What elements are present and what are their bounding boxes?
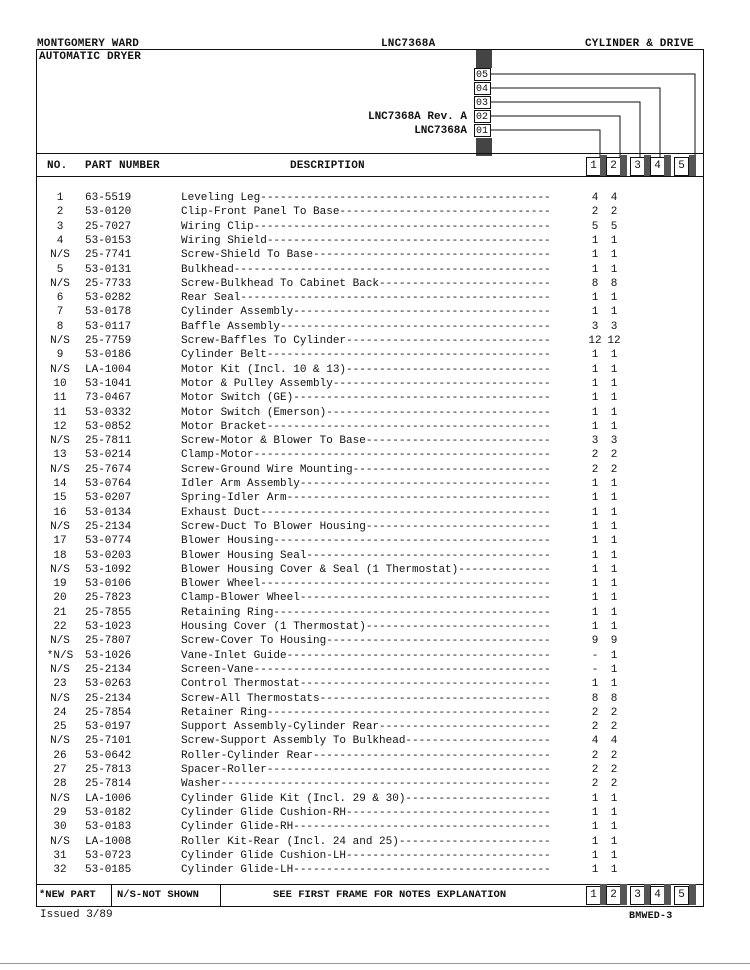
part-description: Spring-Idler Arm---------------------------------------- — [181, 492, 551, 505]
part-description: Screw-Shield To Base------------------------------------ — [181, 249, 551, 262]
part-number: 53-0282 — [85, 292, 132, 305]
part-number-index: 18 — [53, 549, 67, 562]
part-number-index: 11 — [53, 392, 67, 405]
qty-col-2: 5 — [610, 220, 618, 233]
qty-col-1: 1 — [591, 506, 599, 519]
column-header-description: DESCRIPTION — [290, 160, 365, 172]
qty-col-1: 12 — [588, 335, 602, 347]
qty-col-1: 1 — [591, 849, 599, 862]
qty-col-2: 2 — [610, 764, 618, 776]
part-number: 53-0207 — [85, 492, 132, 505]
part-number-index: 30 — [53, 821, 67, 834]
model-label: LNC7368A — [381, 38, 436, 50]
footer-qty-shade — [689, 884, 696, 905]
part-description: Blower Housing Cover & Seal (1 Thermostat)-------------- — [181, 563, 551, 576]
qty-col-1: 1 — [591, 821, 599, 834]
qty-column-shade — [664, 155, 671, 176]
part-number: 53-1026 — [85, 649, 132, 662]
part-number-index: 8 — [56, 320, 64, 333]
part-number-index: 17 — [53, 535, 67, 548]
qty-col-2: 1 — [610, 535, 618, 548]
qty-col-2: 1 — [610, 592, 618, 605]
part-number-index: 14 — [53, 478, 67, 490]
part-number-index: 2 — [56, 206, 64, 219]
part-number: LA-1006 — [85, 792, 132, 805]
footer-new-part: *NEW PART — [39, 889, 96, 901]
part-number: 25-7741 — [85, 249, 132, 262]
part-description: Screw-Motor & Blower To Base---------------------------- — [181, 435, 551, 448]
part-description: Cylinder Glide-LH--------------------------------------- — [181, 864, 551, 877]
footer-qty-column-4: 4 — [650, 886, 665, 905]
qty-col-2: 1 — [610, 377, 618, 390]
qty-col-1: 1 — [591, 592, 599, 605]
qty-col-2: 1 — [610, 806, 618, 819]
qty-col-2: 2 — [610, 206, 618, 219]
qty-col-2: 1 — [610, 363, 618, 376]
qty-col-1: 5 — [591, 220, 599, 233]
part-number-index: N/S — [50, 435, 70, 448]
part-number: 53-0203 — [85, 549, 132, 562]
part-description: Clamp-Motor--------------------------------------------- — [181, 449, 551, 462]
qty-col-1: 1 — [591, 292, 599, 305]
part-number: 53-0185 — [85, 864, 132, 877]
qty-col-2: 4 — [610, 192, 618, 204]
part-number-index: 6 — [56, 292, 64, 305]
part-number-index: 26 — [53, 749, 67, 762]
part-number-index: 27 — [53, 764, 67, 776]
footer-separator — [111, 884, 112, 906]
part-description: Cylinder Glide Cushion-RH------------------------------- — [181, 806, 551, 819]
qty-col-1: 1 — [591, 520, 599, 533]
column-header-no: NO. — [47, 160, 68, 172]
qty-col-2: 1 — [610, 506, 618, 519]
part-description: Cylinder Glide Kit (Incl. 29 & 30)---------------------- — [181, 792, 551, 805]
qty-col-2: 2 — [610, 706, 618, 719]
qty-col-1: 8 — [591, 692, 599, 705]
revision-box-01: 01 — [474, 124, 491, 137]
qty-col-2: 1 — [610, 563, 618, 576]
qty-col-2: 3 — [610, 320, 618, 333]
part-description: Spacer-Roller------------------------------------------- — [181, 764, 551, 776]
part-number: 53-0214 — [85, 449, 132, 462]
qty-col-1: 1 — [591, 478, 599, 490]
part-number-index: 7 — [56, 306, 64, 319]
qty-col-1: 1 — [591, 806, 599, 819]
part-description: Vane-Inlet Guide---------------------------------------- — [181, 649, 551, 662]
part-number: LA-1004 — [85, 363, 132, 376]
qty-col-2: 9 — [610, 635, 618, 648]
manufacturer-label: MONTGOMERY WARD — [37, 38, 140, 50]
qty-col-1: 1 — [591, 363, 599, 376]
qty-col-2: 8 — [610, 277, 618, 290]
part-number-index: N/S — [50, 835, 70, 848]
part-description: Housing Cover (1 Thermostat)---------------------------- — [181, 621, 551, 633]
part-description: Screw-All Thermostats----------------------------------- — [181, 692, 551, 705]
revision-box-04: 04 — [474, 82, 491, 95]
part-number-index: N/S — [50, 520, 70, 533]
qty-col-1: 2 — [591, 764, 599, 776]
part-number: 25-7807 — [85, 635, 132, 648]
qty-col-2: 1 — [610, 549, 618, 562]
qty-col-2: 1 — [610, 263, 618, 276]
qty-col-2: 1 — [610, 306, 618, 319]
issued-date: Issued 3/89 — [40, 909, 113, 921]
qty-column-2: 2 — [606, 157, 621, 176]
part-number-index: 25 — [53, 721, 67, 734]
part-number-index: N/S — [50, 792, 70, 805]
qty-col-1: 1 — [591, 349, 599, 362]
qty-col-1: 1 — [591, 377, 599, 390]
part-number: 53-0117 — [85, 320, 132, 333]
part-number: 25-7854 — [85, 706, 132, 719]
header-divider-bottom — [37, 176, 703, 177]
qty-col-1: 1 — [591, 835, 599, 848]
footer-qty-column-3: 3 — [630, 886, 645, 905]
part-description: Motor Switch (GE)--------------------------------------- — [181, 392, 551, 405]
page-code: BMWED-3 — [629, 911, 673, 922]
part-description: Screw-Bulkhead To Cabinet Back-------------------------- — [181, 277, 551, 290]
parts-table — [37, 192, 703, 882]
qty-col-1: 1 — [591, 535, 599, 548]
revision-label-01: LNC7368A — [414, 125, 467, 137]
qty-col-1: 2 — [591, 206, 599, 219]
part-description: Clamp-Blower Wheel-------------------------------------- — [181, 592, 551, 605]
qty-col-1: 2 — [591, 706, 599, 719]
qty-col-1: 1 — [591, 249, 599, 262]
qty-col-2: 1 — [610, 578, 618, 591]
qty-col-2: 2 — [610, 721, 618, 734]
part-number: 53-0774 — [85, 535, 132, 548]
part-number-index: N/S — [50, 249, 70, 262]
part-number-index: 22 — [53, 621, 67, 633]
part-description: Retaining Ring------------------------------------------ — [181, 606, 551, 619]
qty-col-1: 1 — [591, 678, 599, 691]
revision-box-03: 03 — [474, 96, 491, 109]
qty-col-2: 1 — [610, 821, 618, 834]
part-description: Motor Switch (Emerson)---------------------------------- — [181, 406, 551, 419]
qty-col-1: 1 — [591, 792, 599, 805]
part-number: 25-7814 — [85, 778, 132, 791]
part-number-index: *N/S — [46, 649, 74, 662]
part-number: 63-5519 — [85, 192, 132, 204]
part-description: Wiring Clip--------------------------------------------- — [181, 220, 551, 233]
part-number: 25-7101 — [85, 735, 132, 748]
part-number: 53-0131 — [85, 263, 132, 276]
qty-col-1: 1 — [591, 392, 599, 405]
qty-col-2: 8 — [610, 692, 618, 705]
header-divider-top — [37, 153, 703, 154]
part-number: 73-0467 — [85, 392, 132, 405]
part-number-index: N/S — [50, 735, 70, 748]
part-description: Cylinder Glide Cushion-LH------------------------------- — [181, 849, 551, 862]
part-number: 53-0186 — [85, 349, 132, 362]
part-number: 25-7811 — [85, 435, 132, 448]
part-description: Bulkhead------------------------------------------------ — [181, 263, 551, 276]
part-number-index: 21 — [53, 606, 67, 619]
revision-box-02: 02 — [474, 110, 491, 123]
part-number: 53-0263 — [85, 678, 132, 691]
part-description: Washer-------------------------------------------------- — [181, 778, 551, 791]
qty-col-1: 2 — [591, 463, 599, 476]
qty-col-1: 1 — [591, 864, 599, 877]
footer-separator — [220, 884, 221, 906]
qty-col-1: - — [591, 649, 599, 662]
qty-col-1: 1 — [591, 420, 599, 433]
qty-col-2: 2 — [610, 778, 618, 791]
qty-col-2: 1 — [610, 392, 618, 405]
part-number: 53-0134 — [85, 506, 132, 519]
qty-col-2: 1 — [610, 792, 618, 805]
qty-column-5: 5 — [674, 157, 689, 176]
qty-col-1: 2 — [591, 749, 599, 762]
qty-col-1: 1 — [591, 549, 599, 562]
part-number: 25-7759 — [85, 335, 132, 347]
qty-col-1: 3 — [591, 320, 599, 333]
part-number-index: N/S — [50, 463, 70, 476]
part-number: 53-0120 — [85, 206, 132, 219]
qty-col-2: 2 — [610, 749, 618, 762]
part-number: LA-1008 — [85, 835, 132, 848]
part-description: Cylinder Glide-RH--------------------------------------- — [181, 821, 551, 834]
part-number-index: 23 — [53, 678, 67, 691]
part-number-index: 1 — [56, 192, 64, 204]
part-number: 53-0182 — [85, 806, 132, 819]
part-number: 53-0197 — [85, 721, 132, 734]
part-number: 53-1092 — [85, 563, 132, 576]
qty-col-1: - — [591, 663, 599, 676]
part-number: 25-7855 — [85, 606, 132, 619]
part-description: Exhaust Duct-------------------------------------------- — [181, 506, 551, 519]
part-description: Support Assembly-Cylinder Rear-------------------------- — [181, 721, 551, 734]
page-edge-line — [0, 963, 750, 964]
qty-col-1: 1 — [591, 492, 599, 505]
part-number: 25-7674 — [85, 463, 132, 476]
part-description: Blower Housing------------------------------------------ — [181, 535, 551, 548]
qty-column-3: 3 — [630, 157, 645, 176]
part-description: Screw-Cover To Housing---------------------------------- — [181, 635, 551, 648]
qty-col-2: 1 — [610, 849, 618, 862]
qty-col-2: 1 — [610, 606, 618, 619]
product-label: AUTOMATIC DRYER — [39, 51, 142, 63]
qty-col-1: 1 — [591, 606, 599, 619]
qty-col-2: 1 — [610, 420, 618, 433]
column-header-part-number: PART NUMBER — [85, 160, 160, 172]
part-number-index: 29 — [53, 806, 67, 819]
qty-column-1: 1 — [586, 157, 601, 176]
qty-col-2: 2 — [610, 463, 618, 476]
qty-col-2: 12 — [607, 335, 621, 347]
part-number: 53-0852 — [85, 420, 132, 433]
part-number: 25-7813 — [85, 764, 132, 776]
qty-col-2: 1 — [610, 835, 618, 848]
part-number: 25-7027 — [85, 220, 132, 233]
part-number-index: 12 — [53, 420, 67, 433]
qty-col-2: 3 — [610, 435, 618, 448]
part-number-index: 4 — [56, 234, 64, 247]
qty-col-1: 1 — [591, 578, 599, 591]
qty-col-1: 1 — [591, 563, 599, 576]
qty-col-2: 1 — [610, 478, 618, 490]
part-number-index: 20 — [53, 592, 67, 605]
part-description: Control Thermostat-------------------------------------- — [181, 678, 551, 691]
footer-not-shown: N/S-NOT SHOWN — [117, 889, 199, 901]
qty-col-1: 1 — [591, 234, 599, 247]
footer-qty-shade — [620, 884, 627, 905]
part-number: 53-0764 — [85, 478, 132, 490]
part-number-index: 31 — [53, 849, 67, 862]
qty-col-2: 1 — [610, 492, 618, 505]
part-description: Screen-Vane--------------------------------------------- — [181, 663, 551, 676]
footer-qty-column-2: 2 — [606, 886, 621, 905]
part-number-index: N/S — [50, 663, 70, 676]
qty-col-1: 2 — [591, 721, 599, 734]
part-description: Blower Wheel-------------------------------------------- — [181, 578, 551, 591]
qty-col-2: 1 — [610, 864, 618, 877]
part-description: Cylinder Assembly--------------------------------------- — [181, 306, 551, 319]
qty-col-1: 2 — [591, 778, 599, 791]
part-description: Leveling Leg-------------------------------------------- — [181, 192, 551, 204]
part-description: Motor Bracket------------------------------------------- — [181, 420, 551, 433]
part-number: 53-0642 — [85, 749, 132, 762]
part-number-index: 13 — [53, 449, 67, 462]
qty-col-2: 2 — [610, 449, 618, 462]
part-number-index: N/S — [50, 563, 70, 576]
qty-col-2: 1 — [610, 663, 618, 676]
part-number-index: 11 — [53, 406, 67, 419]
part-number-index: N/S — [50, 277, 70, 290]
qty-col-1: 1 — [591, 621, 599, 633]
part-description: Idler Arm Assembly-------------------------------------- — [181, 478, 551, 490]
qty-col-2: 1 — [610, 678, 618, 691]
qty-col-1: 8 — [591, 277, 599, 290]
part-description: Motor & Pulley Assembly--------------------------------- — [181, 377, 551, 390]
part-number: 25-7823 — [85, 592, 132, 605]
part-number-index: 24 — [53, 706, 67, 719]
part-description: Retainer Ring------------------------------------------- — [181, 706, 551, 719]
part-number: 53-0153 — [85, 234, 132, 247]
part-description: Screw-Duct To Blower Housing---------------------------- — [181, 520, 551, 533]
qty-col-2: 1 — [610, 406, 618, 419]
qty-col-2: 1 — [610, 621, 618, 633]
qty-col-2: 1 — [610, 649, 618, 662]
part-number-index: 15 — [53, 492, 67, 505]
qty-col-1: 9 — [591, 635, 599, 648]
qty-col-1: 3 — [591, 435, 599, 448]
parts-list-frame — [36, 49, 704, 907]
footer-qty-column-5: 5 — [674, 886, 689, 905]
revision-box-05: 05 — [474, 68, 491, 81]
qty-col-1: 2 — [591, 449, 599, 462]
part-description: Blower Housing Seal------------------------------------- — [181, 549, 551, 562]
part-description: Rear Seal----------------------------------------------- — [181, 292, 551, 305]
qty-col-2: 1 — [610, 349, 618, 362]
qty-col-2: 4 — [610, 735, 618, 748]
qty-col-2: 1 — [610, 234, 618, 247]
part-number-index: N/S — [50, 363, 70, 376]
part-number-index: 3 — [56, 220, 64, 233]
qty-col-2: 1 — [610, 249, 618, 262]
qty-column-4: 4 — [650, 157, 665, 176]
part-number: 53-0178 — [85, 306, 132, 319]
part-number-index: 10 — [53, 377, 67, 390]
footer-qty-shade — [664, 884, 671, 905]
part-number-index: N/S — [50, 335, 70, 347]
part-number-index: 19 — [53, 578, 67, 591]
part-number: 53-1023 — [85, 621, 132, 633]
part-description: Roller-Cylinder Rear------------------------------------ — [181, 749, 551, 762]
part-number-index: 9 — [56, 349, 64, 362]
qty-column-shade — [689, 155, 696, 176]
part-number-index: 28 — [53, 778, 67, 791]
part-description: Clip-Front Panel To Base-------------------------------- — [181, 206, 551, 219]
part-number: 53-1041 — [85, 377, 132, 390]
qty-col-1: 1 — [591, 406, 599, 419]
qty-column-shade — [620, 155, 627, 176]
qty-col-1: 1 — [591, 306, 599, 319]
qty-col-2: 1 — [610, 520, 618, 533]
part-number: 25-2134 — [85, 692, 132, 705]
footer-notes: SEE FIRST FRAME FOR NOTES EXPLANATION — [273, 889, 507, 901]
part-number: 53-0332 — [85, 406, 132, 419]
part-description: Screw-Support Assembly To Bulkhead---------------------- — [181, 735, 551, 748]
qty-col-1: 4 — [591, 735, 599, 748]
part-number: 53-0723 — [85, 849, 132, 862]
qty-col-1: 4 — [591, 192, 599, 204]
part-number-index: 16 — [53, 506, 67, 519]
section-label: CYLINDER & DRIVE — [585, 38, 694, 50]
part-number-index: N/S — [50, 635, 70, 648]
part-number-index: 32 — [53, 864, 67, 877]
part-description: Screw-Baffles To Cylinder------------------------------- — [181, 335, 551, 347]
qty-col-2: 1 — [610, 292, 618, 305]
part-description: Baffle Assembly----------------------------------------- — [181, 320, 551, 333]
part-number: 53-0106 — [85, 578, 132, 591]
part-description: Screw-Ground Wire Mounting------------------------------ — [181, 463, 551, 476]
qty-col-1: 1 — [591, 263, 599, 276]
part-number: 25-7733 — [85, 277, 132, 290]
part-description: Motor Kit (Incl. 10 & 13)------------------------------- — [181, 363, 551, 376]
part-number: 25-2134 — [85, 663, 132, 676]
part-description: Roller Kit-Rear (Incl. 24 and 25)----------------------- — [181, 835, 551, 848]
part-number-index: 5 — [56, 263, 64, 276]
part-number: 25-2134 — [85, 520, 132, 533]
part-number-index: N/S — [50, 692, 70, 705]
part-number: 53-0183 — [85, 821, 132, 834]
footer-qty-column-1: 1 — [586, 886, 601, 905]
part-description: Wiring Shield------------------------------------------- — [181, 234, 551, 247]
part-description: Cylinder Belt------------------------------------------- — [181, 349, 551, 362]
revision-label-02: LNC7368A Rev. A — [367, 111, 467, 123]
